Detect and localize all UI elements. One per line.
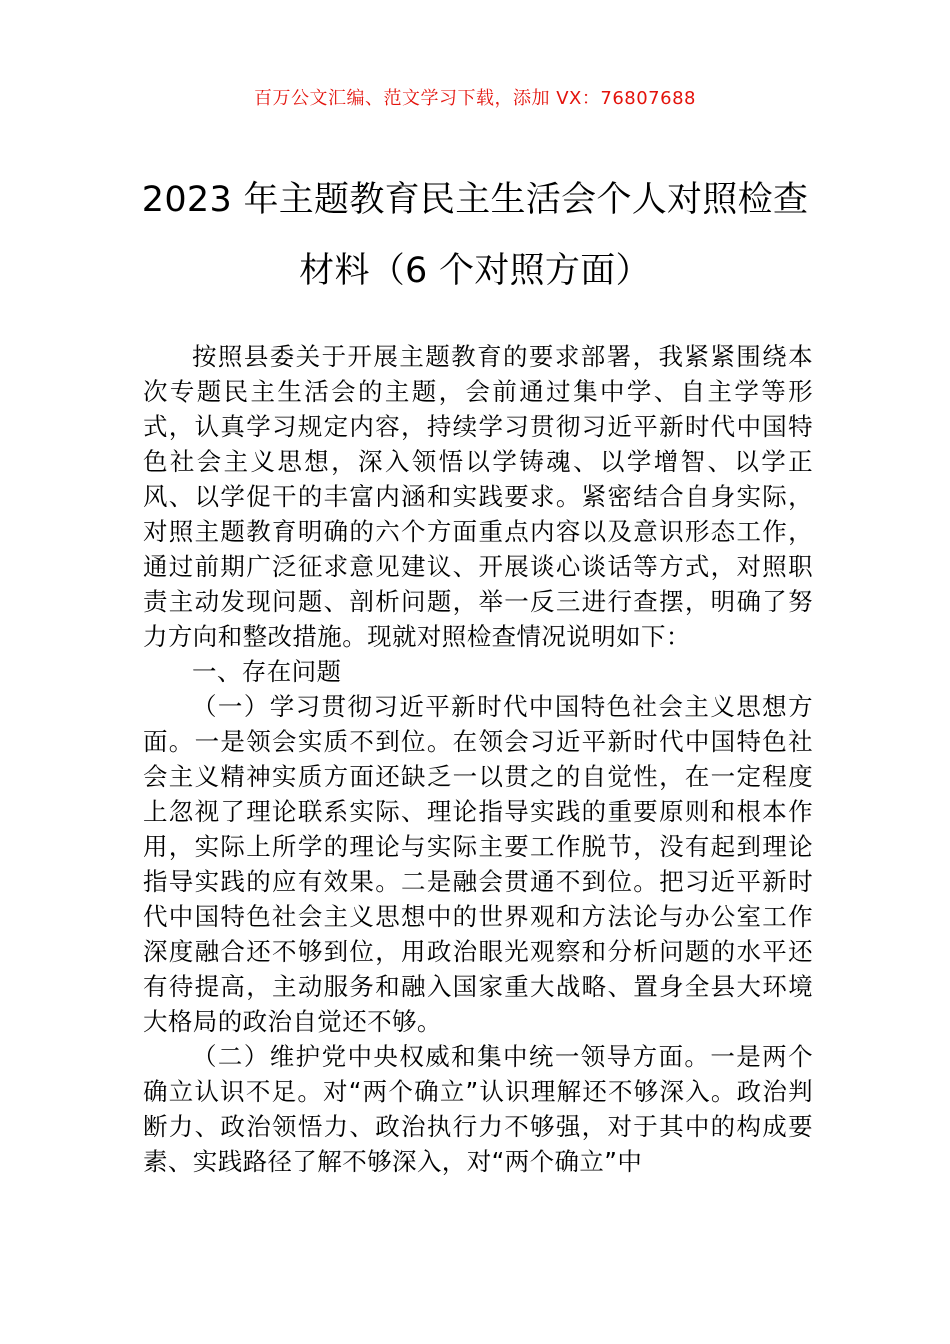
section-heading-problems: 一、存在问题 bbox=[192, 657, 342, 686]
document-title-line-2: 材料（6 个对照方面） bbox=[299, 251, 651, 291]
intro-paragraph: 按照县委关于开展主题教育的要求部署，我紧紧围绕本次专题民主生活会的主题，会前通过集中学、自主学等形式，认真学习规定内容，持续学习贯彻习近平新时代中国特色社会主义思想，深入领悟以学铸魂、以学增智、以学正风、以学促干的丰富内涵和实践要求。紧密结合自身实际，对照主题教育明确的六个方面重点内容以及意识形态工作，通过前期广泛征求意见建议、开展谈心谈话等方式，对照职责主动发现问题、剖析问题，举一反三进行查摆，明确了努力方向和整改措施。现就对照检查情况说明如下： bbox=[143, 342, 813, 651]
document-title-line-1: 2023 年主题教育民主生活会个人对照检查 bbox=[141, 180, 809, 220]
problem-paragraph-2: （二）维护党中央权威和集中统一领导方面。一是两个确立认识不足。对“两个确立”认识理解还不够深入。政治判断力、政治领悟力、政治执行力不够强，对于其中的构成要素、实践路径了解不够深入，对“两个确立”中 bbox=[143, 1042, 813, 1176]
problem-paragraph-1: （一）学习贯彻习近平新时代中国特色社会主义思想方面。一是领会实质不到位。在领会习近平新时代中国特色社会主义精神实质方面还缺乏一以贯之的自觉性，在一定程度上忽视了理论联系实际、理论指导实践的重要原则和根本作用，实际上所学的理论与实际主要工作脱节，没有起到理论指导实践的应有效果。二是融会贯通不到位。把习近平新时代中国特色社会主义思想中的世界观和方法论与办公室工作深度融合还不够到位，用政治眼光观察和分析问题的水平还有待提高，主动服务和融入国家重大战略、置身全县大环境大格局的政治自觉还不够。 bbox=[143, 692, 813, 1036]
download-promo-note: 百万公文汇编、范文学习下载，添加 VX：76807688 bbox=[254, 88, 696, 109]
document-body bbox=[143, 339, 813, 1179]
